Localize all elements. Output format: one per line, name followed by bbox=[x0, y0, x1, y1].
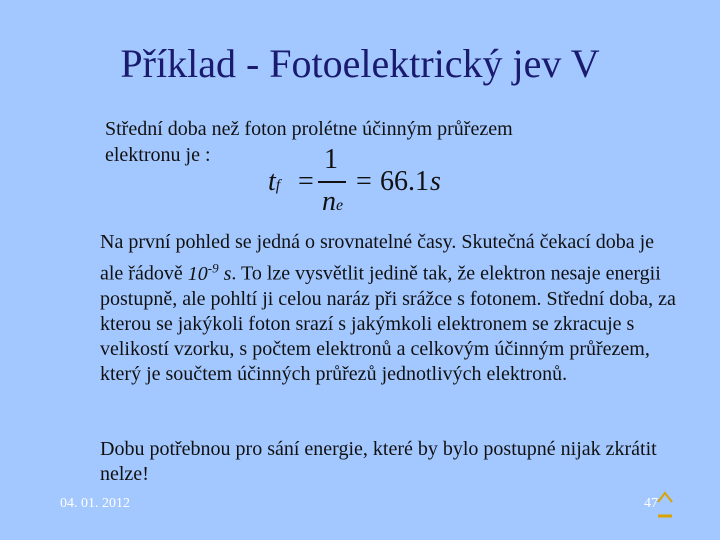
formula-denominator-sub: e bbox=[336, 197, 344, 214]
paragraph-1 bbox=[100, 230, 680, 387]
power-base: 10 bbox=[187, 262, 208, 285]
footer-date: 04. 01. 2012 bbox=[60, 496, 130, 511]
home-nav-icon[interactable] bbox=[656, 488, 674, 520]
formula-denominator-var: n bbox=[322, 186, 336, 217]
formula-equals-2: = bbox=[356, 166, 372, 197]
power-exponent: -9 bbox=[207, 260, 219, 275]
formula-equals-1: = bbox=[298, 166, 314, 197]
intro-line-1: Střední doba než foton prolétne účinným průřezem bbox=[105, 118, 513, 140]
fraction-bar bbox=[318, 181, 346, 183]
formula-lhs-var: t bbox=[268, 166, 276, 197]
formula-numerator: 1 bbox=[324, 144, 338, 175]
intro-line-2: elektronu je : bbox=[105, 144, 211, 166]
formula bbox=[268, 144, 488, 220]
formula-value: 66.1 bbox=[380, 166, 429, 197]
formula-lhs bbox=[268, 166, 280, 198]
page-number: 47 bbox=[644, 496, 658, 511]
formula-unit: s bbox=[430, 166, 441, 197]
formula-denominator bbox=[322, 186, 343, 218]
formula-lhs-sub: f bbox=[275, 177, 281, 194]
power-unit: s bbox=[218, 262, 232, 285]
paragraph-2: Dobu potřebnou pro sání energie, které by bylo postupné nijak zkrátit nelze! bbox=[100, 438, 657, 485]
paragraph-1-part-2: . To lze vysvětlit jedině tak, že elektron nesaje energii postupně, ale pohltí ji celou naráz při srážce s fotonem. Střední doba, za kterou se jakýkoli foton srazí s jakýmkoli elektronem se zkracuje s velikostí vzorku, s počtem elektronů a celkovým účinným průřezem, který je součtem účinných průřezů jednotlivých elektronů. bbox=[100, 262, 676, 385]
slide-title: Příklad - Fotoelektrický jev V bbox=[120, 41, 600, 86]
paragraph-1-part-1: Na první pohled se jedná o srovnatelné časy. Skutečná čekací doba je ale řádově bbox=[100, 231, 655, 285]
power-of-ten bbox=[187, 260, 232, 285]
